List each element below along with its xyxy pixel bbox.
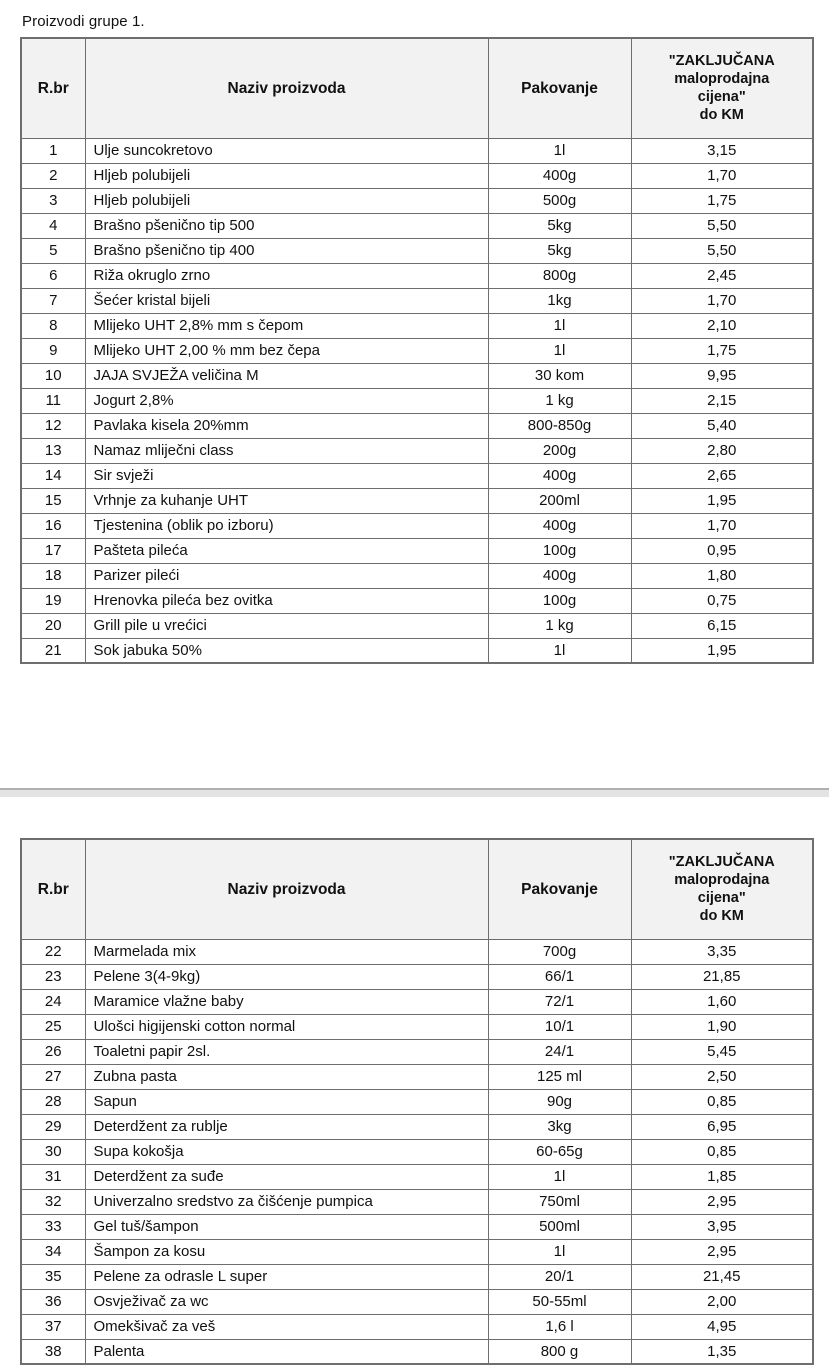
cell-package: 400g: [488, 163, 631, 188]
table-row: [21, 1339, 813, 1364]
cell-product-name: Mlijeko UHT 2,00 % mm bez čepa: [85, 338, 488, 363]
cell-rbr: 35: [21, 1264, 85, 1289]
cell-product-name: Tjestenina (oblik po izboru): [85, 513, 488, 538]
cell-package: 1kg: [488, 288, 631, 313]
page-title: Proizvodi grupe 1.: [22, 13, 145, 30]
cell-package: 800g: [488, 263, 631, 288]
cell-price: 1,70: [631, 288, 813, 313]
cell-package: 60-65g: [488, 1139, 631, 1164]
cell-product-name: Palenta: [85, 1339, 488, 1364]
cell-rbr: 8: [21, 313, 85, 338]
cell-package: 100g: [488, 588, 631, 613]
cell-price: 5,40: [631, 413, 813, 438]
cell-package: 750ml: [488, 1189, 631, 1214]
table-row: [21, 163, 813, 188]
column-header-package: Pakovanje: [488, 839, 631, 939]
cell-price: 1,70: [631, 513, 813, 538]
cell-product-name: Brašno pšenično tip 400: [85, 238, 488, 263]
cell-rbr: 11: [21, 388, 85, 413]
cell-rbr: 7: [21, 288, 85, 313]
cell-price: 9,95: [631, 363, 813, 388]
table-row: [21, 513, 813, 538]
cell-product-name: Toaletni papir 2sl.: [85, 1039, 488, 1064]
table-row: [21, 1164, 813, 1189]
cell-product-name: Gel tuš/šampon: [85, 1214, 488, 1239]
table-row: [21, 1289, 813, 1314]
cell-price: 0,75: [631, 588, 813, 613]
cell-product-name: Grill pile u vrećici: [85, 613, 488, 638]
cell-price: 2,15: [631, 388, 813, 413]
table-row: [21, 1014, 813, 1039]
cell-rbr: 16: [21, 513, 85, 538]
price-header-line-3: cijena": [697, 89, 746, 106]
table-body-page-2: [21, 939, 813, 1364]
cell-price: 0,85: [631, 1089, 813, 1114]
cell-price: 2,80: [631, 438, 813, 463]
cell-rbr: 22: [21, 939, 85, 964]
cell-price: 3,15: [631, 138, 813, 163]
cell-package: 1l: [488, 313, 631, 338]
cell-product-name: Parizer pileći: [85, 563, 488, 588]
cell-product-name: JAJA SVJEŽA veličina M: [85, 363, 488, 388]
cell-price: 5,50: [631, 213, 813, 238]
cell-package: 700g: [488, 939, 631, 964]
cell-package: 800-850g: [488, 413, 631, 438]
cell-package: 400g: [488, 513, 631, 538]
cell-package: 200g: [488, 438, 631, 463]
cell-package: 400g: [488, 463, 631, 488]
table-row: [21, 1089, 813, 1114]
table-row: [21, 463, 813, 488]
cell-rbr: 10: [21, 363, 85, 388]
cell-product-name: Vrhnje za kuhanje UHT: [85, 488, 488, 513]
cell-product-name: Osvježivač za wc: [85, 1289, 488, 1314]
cell-product-name: Riža okruglo zrno: [85, 263, 488, 288]
table-row: [21, 388, 813, 413]
cell-rbr: 32: [21, 1189, 85, 1214]
column-header-rbr: R.br: [21, 38, 85, 138]
table-row: [21, 263, 813, 288]
cell-price: 1,35: [631, 1339, 813, 1364]
table-row: [21, 588, 813, 613]
table-row: [21, 538, 813, 563]
table-row: [21, 1239, 813, 1264]
cell-package: 500g: [488, 188, 631, 213]
cell-rbr: 19: [21, 588, 85, 613]
cell-rbr: 14: [21, 463, 85, 488]
cell-rbr: 18: [21, 563, 85, 588]
price-header-line-2: maloprodajna: [674, 71, 770, 88]
table-header: [21, 839, 813, 939]
cell-price: 6,95: [631, 1114, 813, 1139]
cell-price: 4,95: [631, 1314, 813, 1339]
table-row: [21, 1139, 813, 1164]
cell-package: 90g: [488, 1089, 631, 1114]
price-header-line-1: "ZAKLJUČANA: [668, 854, 775, 871]
cell-price: 2,95: [631, 1239, 813, 1264]
cell-package: 125 ml: [488, 1064, 631, 1089]
cell-package: 1l: [488, 1239, 631, 1264]
cell-rbr: 13: [21, 438, 85, 463]
cell-package: 100g: [488, 538, 631, 563]
cell-price: 21,45: [631, 1264, 813, 1289]
table-header-row: [21, 839, 813, 939]
cell-price: 1,60: [631, 989, 813, 1014]
price-header-line-2: maloprodajna: [674, 872, 770, 889]
table-body-page-1: [21, 138, 813, 663]
table-row: [21, 939, 813, 964]
cell-rbr: 15: [21, 488, 85, 513]
cell-price: 1,70: [631, 163, 813, 188]
cell-package: 1 kg: [488, 388, 631, 413]
cell-product-name: Ulje suncokretovo: [85, 138, 488, 163]
table-row: [21, 613, 813, 638]
document-page-2: [0, 797, 829, 1366]
cell-package: 10/1: [488, 1014, 631, 1039]
table-row: [21, 438, 813, 463]
cell-package: 3kg: [488, 1114, 631, 1139]
cell-product-name: Hljeb polubijeli: [85, 163, 488, 188]
table-row: [21, 238, 813, 263]
product-price-table-page-2: [20, 838, 814, 1365]
cell-package: 50-55ml: [488, 1289, 631, 1314]
table-row: [21, 638, 813, 663]
cell-product-name: Deterdžent za rublje: [85, 1114, 488, 1139]
cell-rbr: 1: [21, 138, 85, 163]
table-row: [21, 1189, 813, 1214]
table-row: [21, 1039, 813, 1064]
cell-package: 1l: [488, 638, 631, 663]
cell-rbr: 21: [21, 638, 85, 663]
price-header-line-3: cijena": [697, 890, 746, 907]
table-row: [21, 1214, 813, 1239]
cell-rbr: 30: [21, 1139, 85, 1164]
cell-product-name: Jogurt 2,8%: [85, 388, 488, 413]
column-header-price: [631, 38, 813, 138]
cell-price: 1,95: [631, 638, 813, 663]
cell-rbr: 23: [21, 964, 85, 989]
cell-package: 1l: [488, 338, 631, 363]
column-header-rbr: R.br: [21, 839, 85, 939]
cell-package: 800 g: [488, 1339, 631, 1364]
price-header-line-4: do KM: [699, 908, 744, 925]
cell-price: 5,50: [631, 238, 813, 263]
table-row: [21, 1064, 813, 1089]
cell-product-name: Šampon za kosu: [85, 1239, 488, 1264]
cell-rbr: 24: [21, 989, 85, 1014]
cell-price: 2,65: [631, 463, 813, 488]
cell-product-name: Pašteta pileća: [85, 538, 488, 563]
cell-product-name: Sapun: [85, 1089, 488, 1114]
cell-package: 72/1: [488, 989, 631, 1014]
cell-product-name: Deterdžent za suđe: [85, 1164, 488, 1189]
cell-product-name: Maramice vlažne baby: [85, 989, 488, 1014]
table-row: [21, 213, 813, 238]
cell-product-name: Marmelada mix: [85, 939, 488, 964]
cell-rbr: 4: [21, 213, 85, 238]
cell-rbr: 29: [21, 1114, 85, 1139]
cell-package: 20/1: [488, 1264, 631, 1289]
cell-package: 1l: [488, 138, 631, 163]
cell-price: 1,90: [631, 1014, 813, 1039]
cell-price: 0,95: [631, 538, 813, 563]
table-row: [21, 288, 813, 313]
cell-price: 3,95: [631, 1214, 813, 1239]
cell-rbr: 26: [21, 1039, 85, 1064]
table-row: [21, 488, 813, 513]
cell-rbr: 33: [21, 1214, 85, 1239]
cell-package: 66/1: [488, 964, 631, 989]
table-row: [21, 363, 813, 388]
cell-package: 30 kom: [488, 363, 631, 388]
cell-product-name: Hljeb polubijeli: [85, 188, 488, 213]
cell-rbr: 34: [21, 1239, 85, 1264]
cell-rbr: 3: [21, 188, 85, 213]
column-header-name: Naziv proizvoda: [85, 839, 488, 939]
cell-product-name: Ulošci higijenski cotton normal: [85, 1014, 488, 1039]
table-row: [21, 338, 813, 363]
table-header: [21, 38, 813, 138]
cell-product-name: Brašno pšenično tip 500: [85, 213, 488, 238]
table-row: [21, 964, 813, 989]
product-price-table-page-1: [20, 37, 814, 664]
cell-product-name: Šećer kristal bijeli: [85, 288, 488, 313]
cell-product-name: Univerzalno sredstvo za čišćenje pumpica: [85, 1189, 488, 1214]
cell-rbr: 20: [21, 613, 85, 638]
cell-package: 5kg: [488, 238, 631, 263]
cell-price: 1,95: [631, 488, 813, 513]
cell-price: 21,85: [631, 964, 813, 989]
cell-rbr: 6: [21, 263, 85, 288]
cell-price: 2,45: [631, 263, 813, 288]
cell-rbr: 2: [21, 163, 85, 188]
table-row: [21, 138, 813, 163]
column-header-price: [631, 839, 813, 939]
price-header-line-1: "ZAKLJUČANA: [668, 53, 775, 70]
cell-product-name: Mlijeko UHT 2,8% mm s čepom: [85, 313, 488, 338]
cell-package: 1,6 l: [488, 1314, 631, 1339]
cell-package: 200ml: [488, 488, 631, 513]
cell-price: 5,45: [631, 1039, 813, 1064]
cell-rbr: 17: [21, 538, 85, 563]
cell-rbr: 9: [21, 338, 85, 363]
table-row: [21, 1314, 813, 1339]
cell-rbr: 25: [21, 1014, 85, 1039]
table-row: [21, 313, 813, 338]
cell-rbr: 28: [21, 1089, 85, 1114]
cell-product-name: Hrenovka pileća bez ovitka: [85, 588, 488, 613]
cell-rbr: 36: [21, 1289, 85, 1314]
cell-package: 1 kg: [488, 613, 631, 638]
table-row: [21, 188, 813, 213]
table-row: [21, 1114, 813, 1139]
cell-price: 2,95: [631, 1189, 813, 1214]
cell-product-name: Omekšivač za veš: [85, 1314, 488, 1339]
cell-price: 2,00: [631, 1289, 813, 1314]
cell-product-name: Namaz mliječni class: [85, 438, 488, 463]
cell-price: 1,80: [631, 563, 813, 588]
table-header-row: [21, 38, 813, 138]
cell-rbr: 38: [21, 1339, 85, 1364]
cell-product-name: Pelene za odrasle L super: [85, 1264, 488, 1289]
cell-product-name: Pelene 3(4-9kg): [85, 964, 488, 989]
cell-price: 1,85: [631, 1164, 813, 1189]
cell-package: 24/1: [488, 1039, 631, 1064]
table-row: [21, 413, 813, 438]
page-break-separator: [0, 788, 829, 797]
table-row: [21, 989, 813, 1014]
cell-rbr: 12: [21, 413, 85, 438]
cell-product-name: Zubna pasta: [85, 1064, 488, 1089]
cell-price: 1,75: [631, 188, 813, 213]
cell-price: 2,10: [631, 313, 813, 338]
cell-price: 3,35: [631, 939, 813, 964]
cell-price: 0,85: [631, 1139, 813, 1164]
table-row: [21, 563, 813, 588]
cell-rbr: 37: [21, 1314, 85, 1339]
cell-package: 1l: [488, 1164, 631, 1189]
column-header-name: Naziv proizvoda: [85, 38, 488, 138]
cell-rbr: 27: [21, 1064, 85, 1089]
cell-package: 500ml: [488, 1214, 631, 1239]
cell-price: 2,50: [631, 1064, 813, 1089]
cell-price: 6,15: [631, 613, 813, 638]
cell-product-name: Sok jabuka 50%: [85, 638, 488, 663]
price-header-line-4: do KM: [699, 107, 744, 124]
cell-product-name: Sir svježi: [85, 463, 488, 488]
column-header-package: Pakovanje: [488, 38, 631, 138]
cell-package: 400g: [488, 563, 631, 588]
cell-price: 1,75: [631, 338, 813, 363]
cell-rbr: 31: [21, 1164, 85, 1189]
cell-product-name: Supa kokošja: [85, 1139, 488, 1164]
cell-package: 5kg: [488, 213, 631, 238]
cell-product-name: Pavlaka kisela 20%mm: [85, 413, 488, 438]
table-row: [21, 1264, 813, 1289]
cell-rbr: 5: [21, 238, 85, 263]
